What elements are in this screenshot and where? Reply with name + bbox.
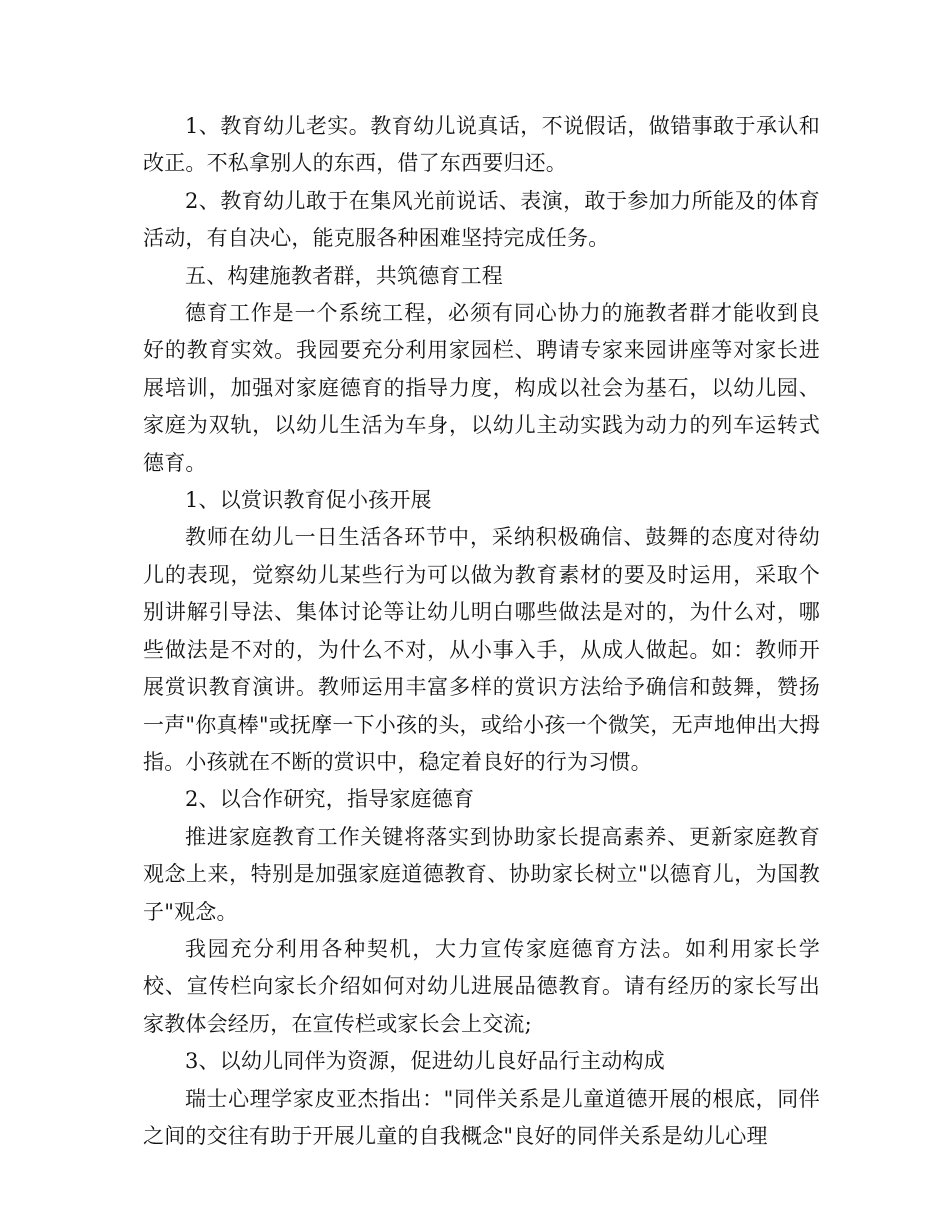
- subheading-2: 2、以合作研究，指导家庭德育: [185, 787, 475, 812]
- subheading-3: 3、以幼儿同伴为资源，促进幼儿良好品行主动构成: [185, 1049, 665, 1074]
- paragraph-appreciation-education: 教师在幼儿一日生活各环节中，采纳积极确信、鼓舞的态度对待幼儿的表现，觉察幼儿某些行为可以做为教育素材的要及时运用，采取个别讲解引导法、集体讨论等让幼儿明白哪些做法是对的，为什么对，哪些做法是不对的，为什么不对，从小事入手，从成人做起。如：教师开展赏识教育演讲。教师运用丰富多样的赏识方法给予确信和鼓舞，赞扬一声"你真棒"或抚摩一下小孩的头，或给小孩一个微笑，无声地伸出大拇指。小孩就在不断的赏识中，稳定着良好的行为习惯。: [143, 525, 820, 774]
- section-heading-5: 五、构建施教者群，共筑德育工程: [185, 263, 503, 288]
- paragraph-family-education: 推进家庭教育工作关键将落实到协助家长提高素养、更新家庭教育观念上来，特别是加强家庭道德教育、协助家长树立"以德育儿，为国教子"观念。: [143, 824, 820, 924]
- paragraph-peer-relations: 瑞士心理学家皮亚杰指出："同伴关系是儿童道德开展的根底，同伴之间的交往有助于开展儿童的自我概念"良好的同伴关系是幼儿心理: [143, 1086, 820, 1148]
- paragraph-moral-education-project: 德育工作是一个系统工程，必须有同心协力的施教者群才能收到良好的教育实效。我园要充分利用家园栏、聘请专家来园讲座等对家长进展培训，加强对家庭德育的指导力度，构成以社会为基石，以幼儿园、家庭为双轨，以幼儿生活为车身，以幼儿主动实践为动力的列车运转式德育。: [143, 301, 820, 475]
- paragraph-honesty: 1、教育幼儿老实。教育幼儿说真话，不说假话，做错事敢于承认和改正。不私拿别人的东西，借了东西要归还。: [143, 114, 820, 176]
- paragraph-courage: 2、教育幼儿敢于在集风光前说话、表演，敢于参加力所能及的体育活动，有自决心，能克服各种困难坚持完成任务。: [143, 188, 820, 251]
- subheading-1: 1、以赏识教育促小孩开展: [185, 488, 432, 513]
- paragraph-family-methods: 我园充分利用各种契机，大力宣传家庭德育方法。如利用家长学校、宣传栏向家长介绍如何对幼儿进展品德教育。请有经历的家长写出家教体会经历，在宣传栏或家长会上交流;: [143, 936, 820, 1036]
